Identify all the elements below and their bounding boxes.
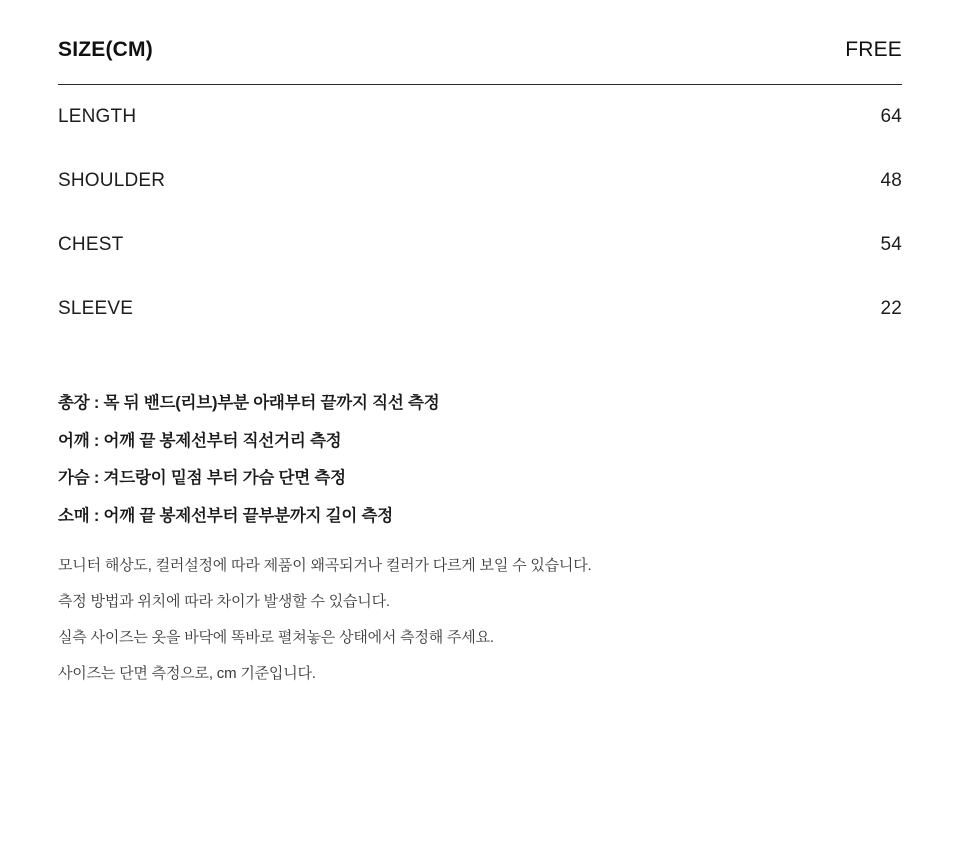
measure-label-chest: CHEST — [58, 234, 124, 255]
measurement-note-length: 총장 : 목 뒤 밴드(리브)부분 아래부터 끝까지 직선 측정 — [58, 394, 440, 412]
disclaimer-unit-cm: 사이즈는 단면 측정으로, cm 기준입니다. — [58, 665, 316, 682]
disclaimer-list — [58, 558, 902, 681]
measurement-note-shoulder: 어깨 : 어깨 끝 봉제선부터 직선거리 측정 — [58, 431, 342, 450]
size-column-header-free: FREE — [610, 38, 902, 85]
disclaimer-monitor-color: 모니터 해상도, 컬러설정에 따라 제품이 왜곡되거나 컬러가 다르게 보일 수 있습니다. — [58, 557, 592, 574]
measure-label-length: LENGTH — [58, 106, 137, 127]
disclaimer-flat-measure: 실측 사이즈는 옷을 바닥에 똑바로 펼쳐놓은 상태에서 측정해 주세요. — [58, 629, 494, 646]
measure-value-chest: 54 — [880, 234, 902, 255]
table-row — [58, 149, 902, 213]
disclaimer-measurement-variance: 측정 방법과 위치에 따라 차이가 발생할 수 있습니다. — [58, 593, 390, 610]
table-row — [58, 85, 902, 150]
table-row — [58, 277, 902, 341]
size-guide-page — [0, 38, 960, 859]
table-row — [58, 213, 902, 277]
size-chart-body — [58, 85, 902, 342]
size-chart-header — [58, 38, 902, 85]
measurement-notes — [58, 395, 902, 681]
measure-value-length: 64 — [880, 106, 902, 127]
measure-label-sleeve: SLEEVE — [58, 298, 134, 319]
table-header-row — [58, 38, 902, 85]
size-chart-title: SIZE(CM) — [58, 38, 610, 85]
measurement-note-chest: 가슴 : 겨드랑이 밑점 부터 가슴 단면 측정 — [58, 469, 346, 487]
measure-value-sleeve: 22 — [880, 298, 902, 319]
measure-label-shoulder: SHOULDER — [58, 170, 166, 191]
measure-value-shoulder: 48 — [880, 170, 902, 191]
size-chart-table — [58, 38, 902, 341]
measurement-note-sleeve: 소매 : 어깨 끝 봉제선부터 끝부분까지 길이 측정 — [58, 506, 394, 525]
